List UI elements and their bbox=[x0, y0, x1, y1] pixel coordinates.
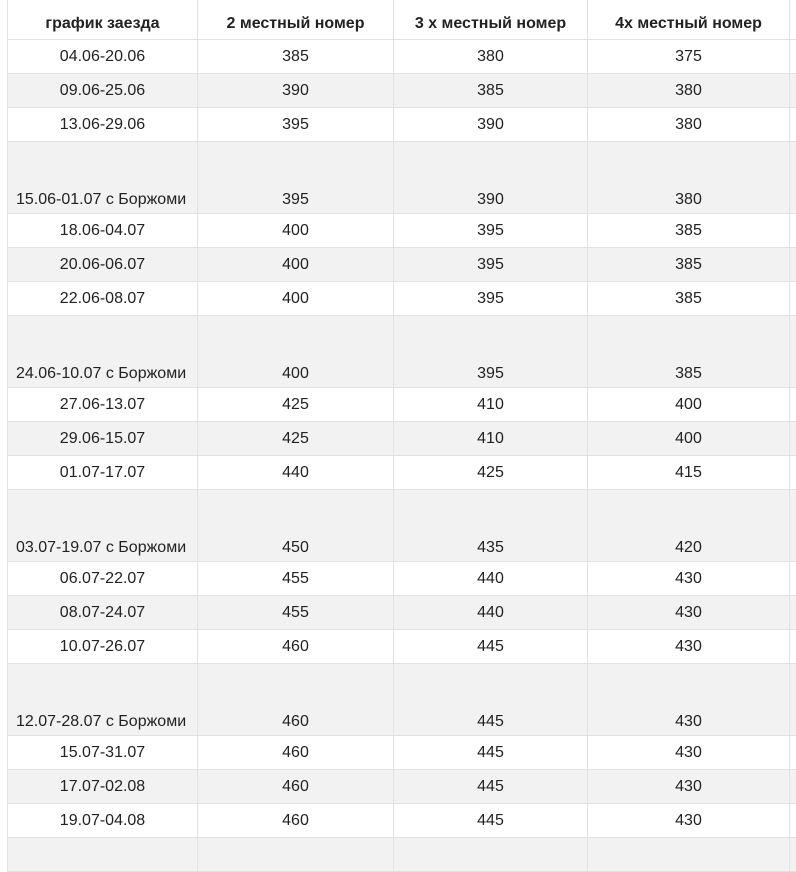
cell-extra-column bbox=[790, 248, 796, 282]
cell-extra-column bbox=[790, 388, 796, 422]
cell-schedule: 06.07-22.07 bbox=[8, 562, 198, 596]
table-row bbox=[8, 108, 796, 142]
cell-double-room-price: 390 bbox=[198, 74, 394, 108]
header-schedule: график заезда bbox=[8, 0, 198, 40]
cell-extra-column bbox=[790, 282, 796, 316]
cell-extra-column bbox=[790, 316, 796, 388]
cell-schedule: 17.07-02.08 bbox=[8, 770, 198, 804]
table-row bbox=[8, 770, 796, 804]
cell-extra-column bbox=[790, 770, 796, 804]
cell-double-room-price: 460 bbox=[198, 664, 394, 736]
cell-triple-room-price: 440 bbox=[394, 596, 588, 630]
cell-double-room-price: 400 bbox=[198, 282, 394, 316]
cell-quad-room-price: 385 bbox=[588, 248, 790, 282]
cell-triple-room-price: 390 bbox=[394, 108, 588, 142]
cell-triple-room-price: 445 bbox=[394, 770, 588, 804]
cell-schedule: 18.06-04.07 bbox=[8, 214, 198, 248]
cell-triple-room-price: 395 bbox=[394, 282, 588, 316]
cell-quad-room-price: 385 bbox=[588, 214, 790, 248]
table-header-row bbox=[8, 0, 796, 40]
table-row bbox=[8, 596, 796, 630]
table-row bbox=[8, 282, 796, 316]
cell-extra-column bbox=[790, 142, 796, 214]
table-row bbox=[8, 316, 796, 388]
cell-extra-column bbox=[790, 630, 796, 664]
cell-double-room-price: 400 bbox=[198, 214, 394, 248]
cell-double-room-price: 385 bbox=[198, 40, 394, 74]
header-double-room: 2 местный номер bbox=[198, 0, 394, 40]
cell-extra-column bbox=[790, 214, 796, 248]
cell-double-room-price: 400 bbox=[198, 316, 394, 388]
cell-double-room-price: 395 bbox=[198, 108, 394, 142]
cell-quad-room-price: 430 bbox=[588, 736, 790, 770]
cell-quad-room-price bbox=[588, 838, 790, 872]
cell-double-room-price: 425 bbox=[198, 388, 394, 422]
cell-schedule: 15.07-31.07 bbox=[8, 736, 198, 770]
header-triple-room: 3 х местный номер bbox=[394, 0, 588, 40]
table-row bbox=[8, 422, 796, 456]
cell-double-room-price: 460 bbox=[198, 736, 394, 770]
cell-quad-room-price: 430 bbox=[588, 596, 790, 630]
cell-extra-column bbox=[790, 664, 796, 736]
cell-extra-column bbox=[790, 490, 796, 562]
table-row bbox=[8, 664, 796, 736]
table-row bbox=[8, 142, 796, 214]
cell-double-room-price: 395 bbox=[198, 142, 394, 214]
table-row bbox=[8, 74, 796, 108]
cell-quad-room-price: 430 bbox=[588, 562, 790, 596]
cell-schedule: 12.07-28.07 с Боржоми bbox=[8, 664, 198, 736]
cell-triple-room-price: 445 bbox=[394, 804, 588, 838]
cell-schedule: 15.06-01.07 с Боржоми bbox=[8, 142, 198, 214]
cell-triple-room-price: 395 bbox=[394, 316, 588, 388]
cell-double-room-price bbox=[198, 838, 394, 872]
cell-schedule: 09.06-25.06 bbox=[8, 74, 198, 108]
table-row bbox=[8, 562, 796, 596]
cell-double-room-price: 460 bbox=[198, 630, 394, 664]
cell-extra-column bbox=[790, 838, 796, 872]
cell-extra-column bbox=[790, 596, 796, 630]
cell-double-room-price: 460 bbox=[198, 804, 394, 838]
cell-schedule: 13.06-29.06 bbox=[8, 108, 198, 142]
cell-schedule: 24.06-10.07 с Боржоми bbox=[8, 316, 198, 388]
cell-quad-room-price: 415 bbox=[588, 456, 790, 490]
table-row bbox=[8, 490, 796, 562]
cell-triple-room-price: 435 bbox=[394, 490, 588, 562]
cell-triple-room-price: 445 bbox=[394, 736, 588, 770]
cell-extra-column bbox=[790, 456, 796, 490]
cell-triple-room-price: 445 bbox=[394, 630, 588, 664]
cell-quad-room-price: 400 bbox=[588, 388, 790, 422]
table-body bbox=[8, 40, 796, 872]
table-row bbox=[8, 736, 796, 770]
cell-triple-room-price bbox=[394, 838, 588, 872]
table-row bbox=[8, 40, 796, 74]
cell-triple-room-price: 395 bbox=[394, 214, 588, 248]
cell-quad-room-price: 420 bbox=[588, 490, 790, 562]
cell-double-room-price: 460 bbox=[198, 770, 394, 804]
cell-triple-room-price: 445 bbox=[394, 664, 588, 736]
cell-extra-column bbox=[790, 40, 796, 74]
cell-quad-room-price: 385 bbox=[588, 282, 790, 316]
cell-quad-room-price: 380 bbox=[588, 108, 790, 142]
cell-schedule: 08.07-24.07 bbox=[8, 596, 198, 630]
cell-quad-room-price: 430 bbox=[588, 630, 790, 664]
table-row bbox=[8, 214, 796, 248]
cell-extra-column bbox=[790, 562, 796, 596]
cell-triple-room-price: 410 bbox=[394, 388, 588, 422]
table-row bbox=[8, 630, 796, 664]
cell-schedule: 29.06-15.07 bbox=[8, 422, 198, 456]
cell-triple-room-price: 395 bbox=[394, 248, 588, 282]
price-table-container bbox=[7, 0, 796, 872]
cell-triple-room-price: 410 bbox=[394, 422, 588, 456]
cell-triple-room-price: 425 bbox=[394, 456, 588, 490]
cell-quad-room-price: 400 bbox=[588, 422, 790, 456]
cell-quad-room-price: 380 bbox=[588, 142, 790, 214]
header-quad-room: 4х местный номер bbox=[588, 0, 790, 40]
cell-schedule: 22.06-08.07 bbox=[8, 282, 198, 316]
cell-schedule: 01.07-17.07 bbox=[8, 456, 198, 490]
table-row bbox=[8, 456, 796, 490]
table-row bbox=[8, 388, 796, 422]
cell-extra-column bbox=[790, 74, 796, 108]
cell-triple-room-price: 440 bbox=[394, 562, 588, 596]
cell-schedule: 19.07-04.08 bbox=[8, 804, 198, 838]
cell-schedule: 03.07-19.07 с Боржоми bbox=[8, 490, 198, 562]
cell-quad-room-price: 430 bbox=[588, 664, 790, 736]
cell-double-room-price: 455 bbox=[198, 562, 394, 596]
cell-schedule: 27.06-13.07 bbox=[8, 388, 198, 422]
cell-schedule: 10.07-26.07 bbox=[8, 630, 198, 664]
table-row bbox=[8, 838, 796, 872]
cell-extra-column bbox=[790, 804, 796, 838]
table-row bbox=[8, 248, 796, 282]
cell-quad-room-price: 380 bbox=[588, 74, 790, 108]
cell-triple-room-price: 380 bbox=[394, 40, 588, 74]
cell-quad-room-price: 430 bbox=[588, 804, 790, 838]
cell-double-room-price: 400 bbox=[198, 248, 394, 282]
price-table bbox=[7, 0, 796, 872]
cell-extra-column bbox=[790, 736, 796, 770]
cell-triple-room-price: 390 bbox=[394, 142, 588, 214]
cell-double-room-price: 455 bbox=[198, 596, 394, 630]
cell-quad-room-price: 430 bbox=[588, 770, 790, 804]
cell-triple-room-price: 385 bbox=[394, 74, 588, 108]
cell-double-room-price: 425 bbox=[198, 422, 394, 456]
cell-double-room-price: 440 bbox=[198, 456, 394, 490]
cell-schedule bbox=[8, 838, 198, 872]
cell-extra-column bbox=[790, 108, 796, 142]
cell-schedule: 20.06-06.07 bbox=[8, 248, 198, 282]
table-row bbox=[8, 804, 796, 838]
cell-double-room-price: 450 bbox=[198, 490, 394, 562]
cell-extra-column bbox=[790, 422, 796, 456]
cell-quad-room-price: 375 bbox=[588, 40, 790, 74]
cell-schedule: 04.06-20.06 bbox=[8, 40, 198, 74]
header-extra-column bbox=[790, 0, 796, 40]
cell-quad-room-price: 385 bbox=[588, 316, 790, 388]
